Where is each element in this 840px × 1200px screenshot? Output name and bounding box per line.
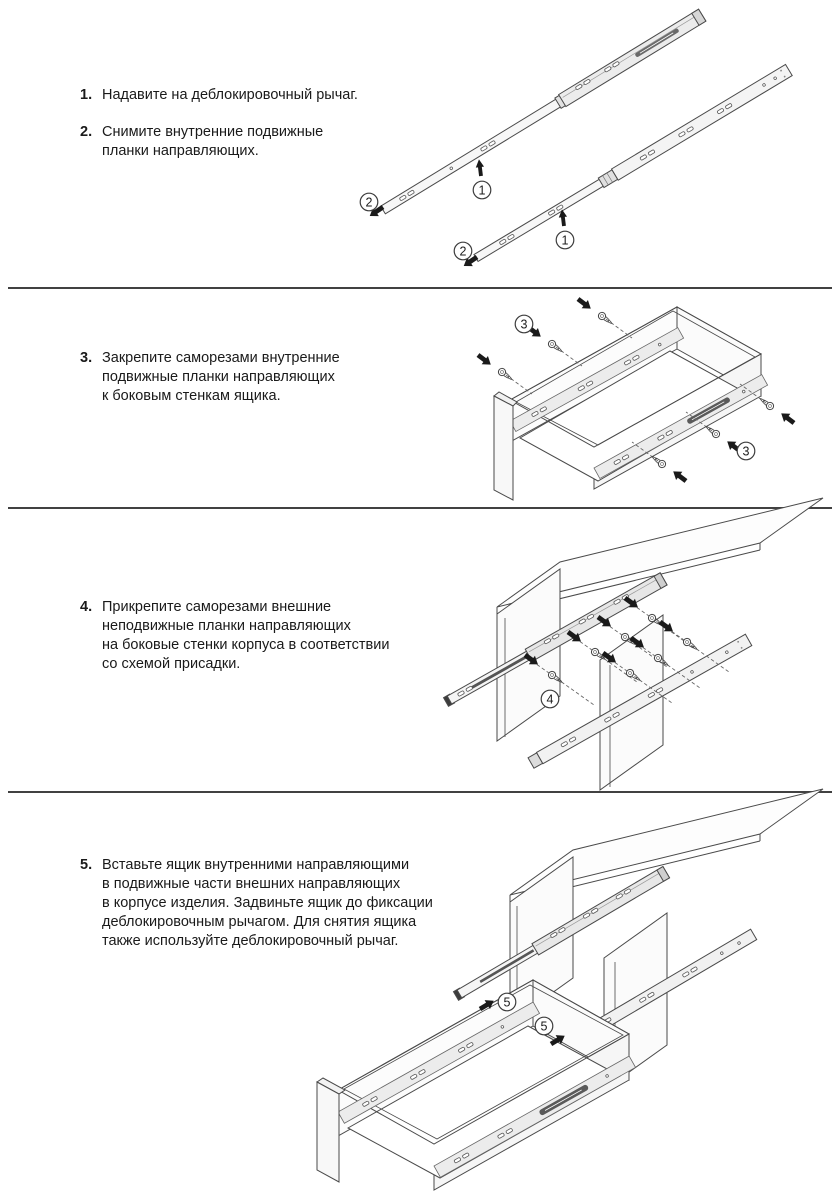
diagram-fix-rails-to-cabinet bbox=[420, 496, 840, 794]
step-line: также используйте деблокировочный рычаг. bbox=[102, 933, 399, 949]
screw-icon bbox=[597, 311, 614, 326]
step-number: 5. bbox=[80, 857, 93, 873]
callout-number: 5 bbox=[503, 995, 511, 1010]
step-number: 2. bbox=[80, 124, 93, 140]
step-line: неподвижные планки направляющих bbox=[102, 618, 351, 634]
callout-2 bbox=[454, 242, 472, 260]
screw-icon bbox=[758, 396, 775, 411]
step-line: Снимите внутренние подвижные bbox=[102, 124, 324, 140]
step-number: 1. bbox=[80, 87, 93, 103]
drawer-slide bbox=[379, 9, 706, 216]
screw-arrow-icon bbox=[670, 467, 689, 485]
section-divider bbox=[8, 287, 832, 289]
step-number: 4. bbox=[80, 599, 93, 615]
callout-number: 2 bbox=[365, 195, 373, 210]
callout-number: 4 bbox=[546, 692, 554, 707]
screw-icon bbox=[682, 637, 699, 652]
callout-number: 5 bbox=[540, 1019, 548, 1034]
step-line: Надавите на деблокировочный рычаг. bbox=[102, 87, 358, 103]
step-line: Вставьте ящик внутренними направляющими bbox=[102, 857, 410, 873]
callout-5 bbox=[498, 993, 516, 1011]
step-line: Прикрепите саморезами внешние bbox=[102, 599, 332, 615]
screw-icon bbox=[547, 339, 564, 354]
step-number: 3. bbox=[80, 350, 93, 366]
screw-arrow-icon bbox=[475, 351, 494, 369]
callout-1 bbox=[556, 231, 574, 249]
step-line: в корпусе изделия. Задвиньте ящик до фиксации bbox=[102, 895, 433, 911]
step-2-text bbox=[80, 123, 323, 161]
callout-number: 3 bbox=[520, 317, 528, 332]
callout-3 bbox=[737, 442, 755, 460]
callout-5 bbox=[535, 1017, 553, 1035]
step-line: планки направляющих. bbox=[102, 143, 259, 159]
step-line: Закрепите саморезами внутренние bbox=[102, 350, 340, 366]
step-line: в подвижные части внешних направляющих bbox=[102, 876, 401, 892]
step-line: на боковые стенки корпуса в соответствии bbox=[102, 637, 390, 653]
step-line: деблокировочным рычагом. Для снятия ящика bbox=[102, 914, 417, 930]
callout-1 bbox=[473, 181, 491, 199]
callout-3 bbox=[515, 315, 533, 333]
screw-arrow-icon bbox=[575, 295, 594, 313]
callout-number: 3 bbox=[742, 444, 750, 459]
diagram-remove-inner-rails bbox=[330, 5, 840, 280]
step-line: к боковым стенкам ящика. bbox=[102, 388, 281, 404]
step-line: со схемой присадки. bbox=[102, 656, 241, 672]
step-line: подвижные планки направляющих bbox=[102, 369, 335, 385]
callout-2 bbox=[360, 193, 378, 211]
press-arrow-icon bbox=[475, 159, 485, 177]
callout-number: 1 bbox=[561, 233, 569, 248]
callout-number: 1 bbox=[478, 183, 486, 198]
callout-number: 2 bbox=[459, 244, 467, 259]
step-1-text bbox=[80, 86, 358, 105]
diagram-fix-rails-to-drawer bbox=[465, 295, 840, 508]
drawer-slide bbox=[473, 64, 793, 263]
callout-4 bbox=[541, 690, 559, 708]
diagram-insert-drawer bbox=[300, 782, 840, 1198]
step-3-text bbox=[80, 349, 340, 406]
screw-icon bbox=[497, 367, 514, 382]
step-4-text bbox=[80, 598, 389, 674]
screw-arrow-icon bbox=[778, 409, 797, 427]
